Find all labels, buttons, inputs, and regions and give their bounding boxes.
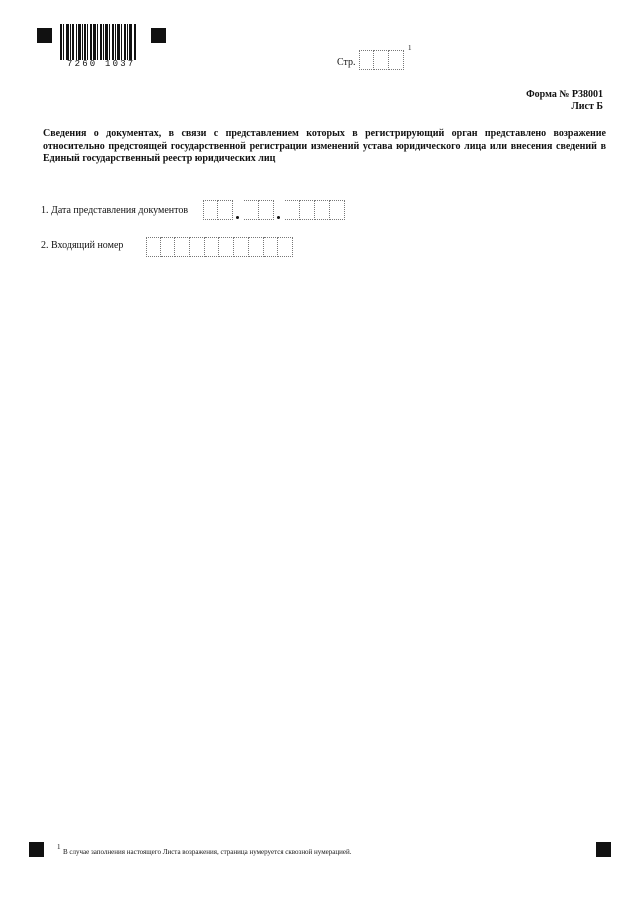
page-label: Стр. <box>337 57 356 68</box>
footnote-mark: 1 <box>57 843 61 851</box>
corner-marker-bottom-right <box>596 842 611 857</box>
section-title: Сведения о документах, в связи с представлением которых в регистрирующий орган представлено возражение относительно предстоящей государственной регистрации изменений устава юридического лица или внесения сведений в Единый государственный реестр юридических лиц <box>43 128 606 164</box>
corner-marker-bottom-left <box>29 842 44 857</box>
date-input-cells[interactable] <box>203 200 345 220</box>
corner-marker-top-left <box>37 28 52 43</box>
page-footnote-mark: 1 <box>408 44 412 52</box>
form-number: Форма № Р38001 <box>526 89 603 100</box>
barcode <box>60 24 136 60</box>
incoming-number-cells[interactable] <box>146 237 293 257</box>
date-separator-dot <box>233 200 244 220</box>
sheet-label: Лист Б <box>571 101 603 112</box>
barcode-number: 7260 1037 <box>67 59 136 69</box>
corner-marker-top-right <box>151 28 166 43</box>
field-label-incoming-number: 2. Входящий номер <box>41 240 124 251</box>
page-number-cells[interactable] <box>359 50 404 70</box>
field-label-date: 1. Дата представления документов <box>41 205 189 216</box>
date-separator-dot <box>274 200 285 220</box>
footnote-text: В случае заполнения настоящего Листа возражения, страница нумеруется сквозной нумерацией. <box>63 848 352 856</box>
